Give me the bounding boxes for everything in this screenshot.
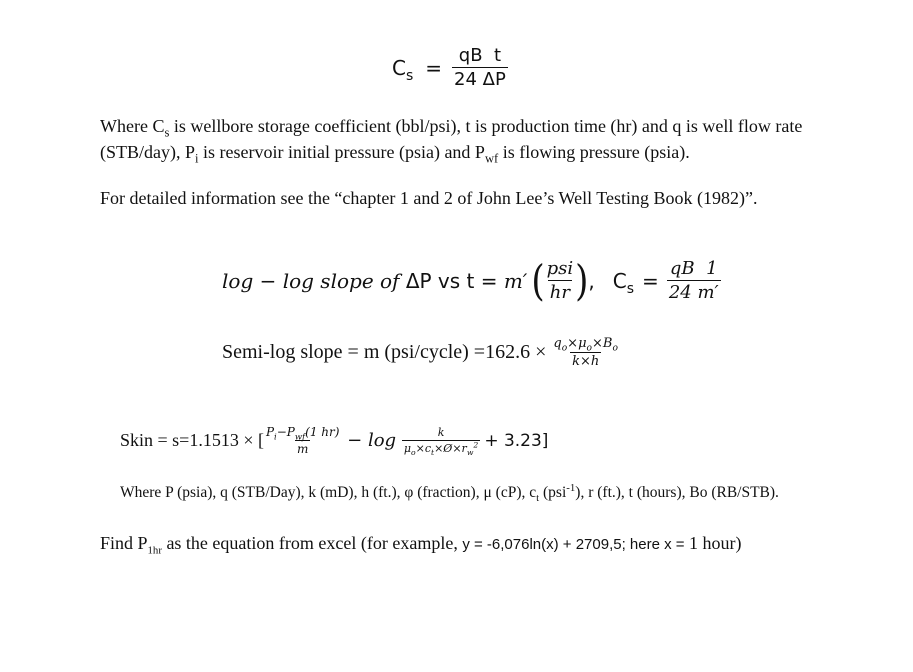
eq-skin-fraction	[264, 425, 341, 456]
eq-cs-fraction	[452, 45, 508, 90]
eq-loglog-unit-fraction	[545, 258, 576, 303]
eq-loglog-cs-numerator: qB 1	[669, 258, 718, 279]
eq-skin	[120, 425, 548, 456]
eq-skin-log-fraction	[402, 426, 481, 458]
eq-loglog-comma: ,	[588, 268, 595, 293]
eq-semilog-fraction	[551, 336, 620, 369]
excel-example: y = -6,076ln(x) + 2709,5; here x =	[462, 536, 685, 553]
units-note: Where P (psia), q (STB/Day), k (mD), h (ft.), φ (fraction), μ (cP), $c_t$ (psi$^{-1}$), r (ft.), t (hours), Bo (RB/STB).	[120, 481, 779, 505]
eq-cs-equals: =	[425, 55, 443, 80]
eq-cs-lhs: $C_s$	[392, 55, 414, 84]
eq-skin-log-numerator: k	[437, 426, 445, 439]
eq-semilog-text: Semi-log slope = m (psi/cycle) =162.6 ×	[222, 341, 552, 363]
definitions-paragraph	[100, 113, 802, 165]
eq-cs-numerator: qB t	[458, 45, 502, 66]
eq-loglog-mprime: m′	[503, 268, 528, 293]
eq-loglog-slope	[222, 255, 721, 306]
definitions-line-2: (STB/day), $P_i$ is reservoir initial pressure (psia) and $P_{wf}$ is flowing pressure (psia).	[100, 142, 690, 166]
eq-skin-log-denominator: $\mu_o\times c_t\times Ø\times r_w^2$	[403, 440, 479, 458]
right-paren: )	[575, 255, 589, 306]
eq-skin-minus-log: − log	[341, 430, 402, 451]
eq-skin-lhs: Skin = s=1.1513 × [	[120, 430, 264, 450]
left-paren: (	[531, 255, 545, 306]
reference-paragraph: For detailed information see the “chapter 1 and 2 of John Lee’s Well Testing Book (1982)”.	[100, 188, 758, 208]
eq-wellbore-storage	[392, 45, 508, 90]
eq-semilog-slope	[222, 336, 620, 369]
unit-denominator: hr	[549, 282, 570, 303]
eq-loglog-deltap: ΔP vs t =	[405, 268, 504, 293]
eq-loglog-lhs: log − log slope of	[222, 268, 406, 293]
eq-loglog-cs-denominator: 24 m′	[668, 282, 719, 303]
eq-semilog-denominator: k×h	[572, 354, 600, 369]
definitions-line-1: Where $C_s$ is wellbore storage coefficient (bbl/psi), t is production time (hr) and q is well flow rate	[100, 116, 803, 140]
eq-skin-numerator: $P_i-P_{wf}(1$ hr)	[265, 425, 340, 442]
eq-skin-tail: + 3.23]	[484, 430, 549, 451]
find-instruction: Find $P_{1hr}$ as the equation from excel (for example, y = -6,076ln(x) + 2709,5; here x = 1 hour)	[100, 533, 742, 557]
eq-loglog-cs: $C_s$	[612, 268, 635, 297]
unit-numerator: psi	[546, 258, 574, 279]
eq-skin-denominator: m	[297, 442, 309, 456]
eq-loglog-equals: =	[642, 268, 659, 293]
eq-loglog-cs-fraction	[667, 258, 721, 303]
eq-semilog-numerator: $q_o\times\mu_o\times B_o$	[553, 336, 618, 354]
eq-cs-denominator: 24 ΔP	[454, 69, 506, 90]
